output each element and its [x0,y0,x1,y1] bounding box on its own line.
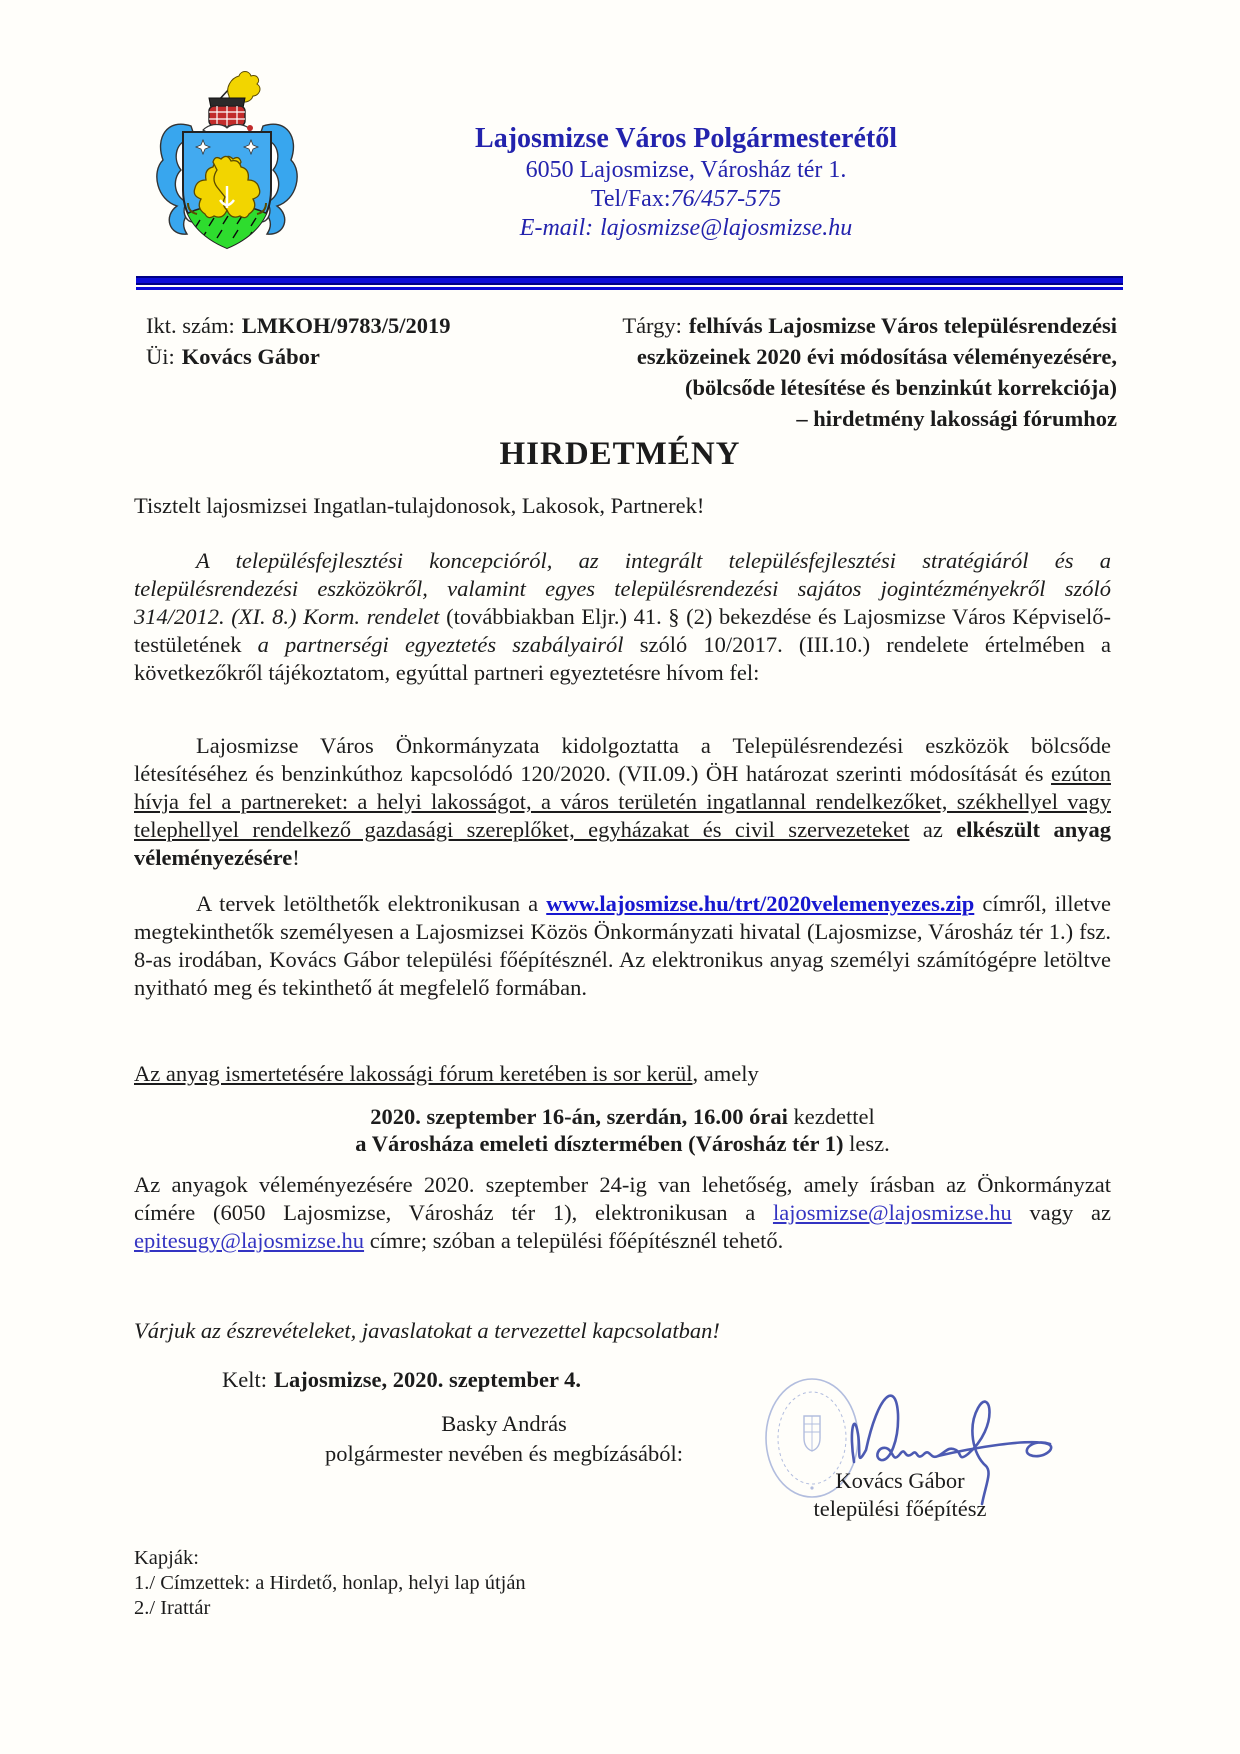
salutation: Tisztelt lajosmizsei Ingatlan-tulajdonosok, Lakosok, Partnerek! [134,493,705,518]
letterhead-address: 6050 Lajosmizse, Városház tér 1. [525,157,847,183]
reference-number-line [146,310,451,341]
subject-line-1: Tárgy: felhívás Lajosmizse Város településrendezési [622,313,1117,338]
distribution-heading: Kapják: [134,1547,199,1569]
reference-value: LMKOH/9783/5/2019 [241,313,451,338]
header-separator [136,276,1123,290]
distribution-item-2: 2./ Irattár [134,1597,211,1619]
reference-block [146,310,451,434]
architect-signature-block [780,1467,1020,1523]
separator-thin-line [136,287,1123,290]
separator-thick-line [136,276,1123,285]
clerk-line [146,341,451,372]
crest-top-lion [217,72,260,103]
letterhead [380,122,992,243]
meta-row [146,310,1117,434]
mayor-role: polgármester nevében és megbízásából: [325,1441,683,1466]
subject-block [622,310,1117,434]
letterhead-phone [380,185,992,214]
event-details [134,1103,1111,1157]
mayor-name: Basky András [441,1411,567,1436]
phone-number: 76/457-575 [670,186,782,212]
architect-name: Kovács Gábor [835,1468,965,1493]
email-value: lajosmizse@lajosmizse.hu [600,215,853,241]
dateline-value: Lajosmizse, 2020. szeptember 4. [274,1367,582,1392]
distribution-item-1: 1./ Címzettek: a Hirdető, honlap, helyi lap útján [134,1572,526,1594]
subject-line-2: eszközeinek 2020 évi módosítása véleményezésére, [636,344,1117,369]
crest-crown [203,98,253,135]
clerk-label: Üi: [146,344,175,369]
email-link-epitesugy[interactable]: epitesugy@lajosmizse.hu [134,1228,365,1253]
dateline-label: Kelt: [222,1367,267,1392]
event-date-line: 2020. szeptember 16-án, szerdán, 16.00 órai kezdettel [370,1104,875,1129]
distribution-list [134,1546,526,1621]
subject-line-4: – hirdetmény lakossági fórumhoz [796,406,1117,431]
phone-label: Tel/Fax: [590,186,671,212]
download-link[interactable]: www.lajosmizse.hu/trt/2020velemenyezes.zip [546,891,975,916]
dateline [222,1367,581,1393]
event-place-line: a Városháza emeleti dísztermében (Városház tér 1) lesz. [355,1131,890,1156]
paragraph-download: A tervek letölthetők elektronikusan a www.lajosmizse.hu/trt/2020velemenyezes.zip címről, illetve megtekinthetők személyesen a Lajosmizsei Közös Önkormányzati hivatal (Lajosmizse, Városház tér 1.) fsz. 8-as irodában, Kovács Gábor települési főépítésznél. Az elektronikus anyag személyi számítógépre letöltve nyitható meg és tekinthető át megfelelő formában. [134,891,1111,1000]
reference-label: Ikt. szám: [146,313,235,338]
email-label: E-mail: [519,215,594,241]
subject-line-3: (bölcsőde létesítése és benzinkút korrekciója) [684,375,1117,400]
letterhead-title: Lajosmizse Város Polgármesterétől [475,123,897,154]
page-title: HIRDETMÉNY [499,436,741,472]
forum-announcement-line: Az anyag ismertetésére lakossági fórum keretében is sor kerül, amely [134,1061,759,1086]
subject-label: Tárgy: [622,313,682,338]
coat-of-arms-icon [146,68,308,258]
paragraph-legal-basis: A településfejlesztési koncepcióról, az integrált településfejlesztési stratégiáról és a településrendezési eszközökről, valamint egyes településrendezési sajátos jogintézményekről szóló 314/2012. (XI. 8.) Korm. rendelet (továbbiakban Eljr.) 41. § (2) bekezdése és Lajosmizse Város Képviselő-testületének a partnerségi egyeztetés szabályairól szóló 10/2017. (III.10.) rendelete értelmében a következőkről tájékoztatom, egyúttal partneri egyeztetésre hívom fel: [134,548,1111,685]
email-link-lajosmizse[interactable]: lajosmizse@lajosmizse.hu [772,1200,1012,1225]
letterhead-email [380,214,992,243]
paragraph-feedback: Az anyagok véleményezésére 2020. szeptember 24-ig van lehetőség, amely írásban az Önkormányzat címére (6050 Lajosmizse, Városház tér 1), elektronikusan a lajosmizse@lajosmizse.hu vagy az epitesugy@lajosmizse.hu címre; szóban a települési főépítésznél tehető. [134,1172,1111,1253]
closing-line: Várjuk az észrevételeket, javaslatokat a tervezettel kapcsolatban! [134,1318,720,1343]
architect-role: települési főépítész [813,1496,987,1521]
paragraph-invitation: Lajosmizse Város Önkormányzata kidolgoztatta a Településrendezési eszközök bölcsőde létesítéséhez és benzinkúthoz kapcsolódó 120/2020. (VII.09.) ÖH határozat szerinti módosítását és ezúton hívja fel a partnereket: a helyi lakosságot, a város területén ingatlannal rendelkezőket, székhellyel vagy telephellyel rendelkező gazdasági szereplőket, egyházakat és civil szervezeteket az elkészült anyag véleményezésére! [134,733,1111,870]
clerk-value: Kovács Gábor [181,344,320,369]
